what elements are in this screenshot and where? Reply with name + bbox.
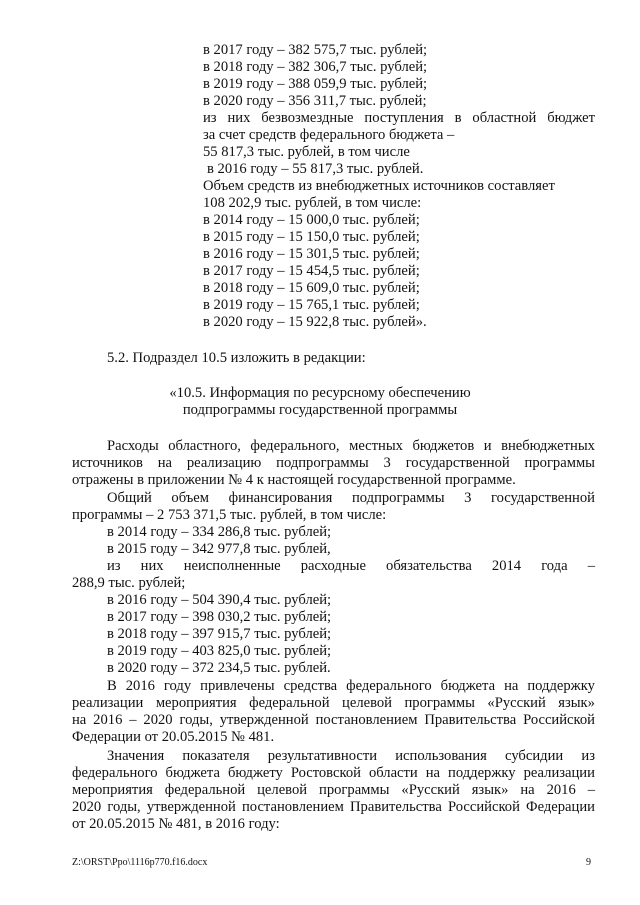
- word: году: [163, 678, 192, 694]
- paragraph-4-line-3: [72, 782, 595, 799]
- word: реализацию: [186, 455, 262, 471]
- word: Общий: [107, 490, 152, 506]
- word: постановлением: [241, 799, 344, 815]
- word: «Русский: [487, 695, 546, 711]
- paragraph-2-line-2: программы – 2 753 371,5 тыс. рублей, в том числе:: [72, 507, 387, 523]
- word: Правительства: [424, 712, 517, 728]
- section-5-2-instruction: 5.2. Подраздел 10.5 изложить в редакции:: [107, 350, 366, 366]
- word: 3: [383, 455, 391, 471]
- word: расходные: [300, 558, 366, 574]
- word: из: [107, 558, 121, 574]
- paragraph-4-line-2: [72, 765, 595, 782]
- paragraph-1-line-3: отражены в приложении № 4 к настоящей государственной программе.: [72, 472, 516, 488]
- word: реализации: [523, 765, 595, 781]
- word: федерального: [346, 678, 432, 694]
- word: язык»: [558, 695, 595, 711]
- word: Расходы: [107, 438, 159, 454]
- text-line-unfulfilled: [107, 558, 595, 575]
- text-line-e2017: в 2017 году – 15 454,5 тыс. рублей;: [203, 263, 420, 279]
- word: федерального,: [250, 438, 340, 454]
- paragraph-3-line-4: Федерации от 20.05.2015 № 481.: [72, 729, 275, 745]
- word: результативности: [267, 748, 378, 764]
- word: показателя: [182, 748, 250, 764]
- paragraph-1-line-1: [107, 438, 595, 455]
- word: государственной: [490, 490, 595, 506]
- text-line-y2019: в 2019 году – 403 825,0 тыс. рублей;: [107, 643, 332, 659]
- word: мероприятия: [72, 782, 153, 798]
- word: и: [483, 438, 492, 454]
- word: мероприятия: [155, 695, 237, 711]
- word: подпрограммы: [351, 490, 445, 506]
- word: 2020: [72, 799, 102, 815]
- word: поддержку: [527, 678, 595, 694]
- text-line-e2020: в 2020 году – 15 922,8 тыс. рублей».: [203, 314, 427, 330]
- word: государственной: [405, 455, 510, 471]
- word: постановлением: [315, 712, 418, 728]
- text-line-y2015: в 2015 году – 342 977,8 тыс. рублей,: [107, 541, 331, 557]
- word: программы: [524, 455, 595, 471]
- word: программы: [404, 695, 475, 711]
- word: 2016: [125, 678, 155, 694]
- word: субсидии: [505, 748, 564, 764]
- text-line-e2019: в 2019 году – 15 765,1 тыс. рублей;: [203, 297, 420, 313]
- text-line-federal-2016: в 2016 году – 55 817,3 тыс. рублей.: [207, 161, 424, 177]
- paragraph-4-line-1: [107, 748, 595, 765]
- word: годы,: [179, 712, 213, 728]
- word: федеральной: [164, 782, 246, 798]
- word: на: [520, 782, 535, 798]
- paragraph-3-line-1: [107, 678, 595, 695]
- paragraph-4-line-4: [72, 799, 595, 816]
- footer-page-number: 9: [586, 857, 591, 868]
- word: федерального: [72, 765, 158, 781]
- word: язык»: [471, 782, 509, 798]
- text-line-federal-total: 55 817,3 тыс. рублей, в том числе: [203, 144, 410, 160]
- word: –: [587, 782, 595, 798]
- word: федеральной: [249, 695, 330, 711]
- word: 2020: [143, 712, 173, 728]
- word: областной: [472, 110, 537, 126]
- text-line-2017: в 2017 году – 382 575,7 тыс. рублей;: [203, 42, 428, 58]
- word: программы: [319, 782, 390, 798]
- section-heading-line-1: «10.5. Информация по ресурсному обеспечению: [169, 385, 471, 401]
- word: поддержку: [448, 765, 516, 781]
- footer-file-path: Z:\ORST\Ppo\1116p770.f16.docx: [72, 857, 208, 868]
- word: бюджета: [440, 678, 496, 694]
- word: 2016: [546, 782, 576, 798]
- word: областного,: [168, 438, 241, 454]
- text-line-e2016: в 2016 году – 15 301,5 тыс. рублей;: [203, 246, 420, 262]
- paragraph-1-line-2: [72, 455, 595, 472]
- word: подпрограммы: [276, 455, 369, 471]
- word: Федерации: [526, 799, 595, 815]
- word: 3: [464, 490, 472, 506]
- text-line-y2020: в 2020 году – 372 234,5 тыс. рублей.: [107, 660, 331, 676]
- word: годы,: [107, 799, 141, 815]
- word: Правительства: [350, 799, 442, 815]
- word: из: [203, 110, 217, 126]
- word: на: [504, 678, 519, 694]
- word: Российской: [447, 799, 520, 815]
- word: поступления: [364, 110, 444, 126]
- word: Ростовской: [290, 765, 361, 781]
- word: на: [72, 712, 87, 728]
- word: В: [107, 678, 117, 694]
- word: средства: [283, 678, 338, 694]
- text-line-y2018: в 2018 году – 397 915,7 тыс. рублей;: [107, 626, 332, 642]
- text-line-2019: в 2019 году – 388 059,9 тыс. рублей;: [203, 76, 428, 92]
- text-line-2018: в 2018 году – 382 306,7 тыс. рублей;: [203, 59, 428, 75]
- word: «Русский: [401, 782, 460, 798]
- text-line-e2018: в 2018 году – 15 609,0 тыс. рублей;: [203, 280, 420, 296]
- paragraph-3-line-2: [72, 695, 595, 712]
- word: финансирования: [228, 490, 333, 506]
- word: года: [541, 558, 568, 574]
- word: них: [227, 110, 251, 126]
- word: бюджета: [165, 765, 220, 781]
- text-line-y2016: в 2016 году – 504 390,4 тыс. рублей;: [107, 592, 332, 608]
- word: безвозмездные: [261, 110, 354, 126]
- text-line-2020: в 2020 году – 356 311,7 тыс. рублей;: [203, 93, 427, 109]
- word: привлечены: [200, 678, 275, 694]
- word: реализации: [72, 695, 144, 711]
- word: источников: [72, 455, 143, 471]
- word: на: [157, 455, 173, 471]
- text-line-federal-budget: за счет средств федерального бюджета –: [203, 127, 455, 143]
- word: Российской: [523, 712, 595, 728]
- text-line-extrabudget-intro: Объем средств из внебюджетных источников составляет: [203, 178, 555, 194]
- word: местных: [349, 438, 403, 454]
- text-line-y2017: в 2017 году – 398 030,2 тыс. рублей;: [107, 609, 332, 625]
- word: в: [454, 110, 462, 126]
- word: области: [368, 765, 418, 781]
- word: –: [587, 558, 595, 574]
- word: использования: [395, 748, 487, 764]
- text-line-y2014: в 2014 году – 334 286,8 тыс. рублей;: [107, 524, 332, 540]
- text-line-e2015: в 2015 году – 15 150,0 тыс. рублей;: [203, 229, 420, 245]
- word: бюджетов: [412, 438, 475, 454]
- text-line-unfulfilled-cont: 288,9 тыс. рублей;: [72, 575, 186, 591]
- justified-line-free-receipts: [203, 110, 595, 127]
- paragraph-4-line-5: от 20.05.2015 № 481, в 2016 году:: [72, 816, 280, 832]
- word: Значения: [107, 748, 165, 764]
- word: –: [129, 712, 137, 728]
- paragraph-2-line-1: [107, 490, 595, 507]
- word: внебюджетных: [501, 438, 595, 454]
- text-line-extrabudget-total: 108 202,9 тыс. рублей, в том числе:: [203, 195, 422, 211]
- word: из: [581, 748, 595, 764]
- word: них: [140, 558, 164, 574]
- section-heading-line-2: подпрограммы государственной программы: [182, 402, 458, 418]
- word: неисполненные: [183, 558, 281, 574]
- word: на: [425, 765, 441, 781]
- word: утвержденной: [146, 799, 236, 815]
- word: 2016: [93, 712, 123, 728]
- word: объем: [171, 490, 210, 506]
- word: целевой: [342, 695, 392, 711]
- paragraph-3-line-3: [72, 712, 595, 729]
- word: утвержденной: [219, 712, 309, 728]
- word: бюджету: [227, 765, 283, 781]
- word: целевой: [257, 782, 308, 798]
- text-line-e2014: в 2014 году – 15 000,0 тыс. рублей;: [203, 212, 420, 228]
- word: 2014: [491, 558, 522, 574]
- word: бюджет: [547, 110, 595, 126]
- word: обязательства: [386, 558, 472, 574]
